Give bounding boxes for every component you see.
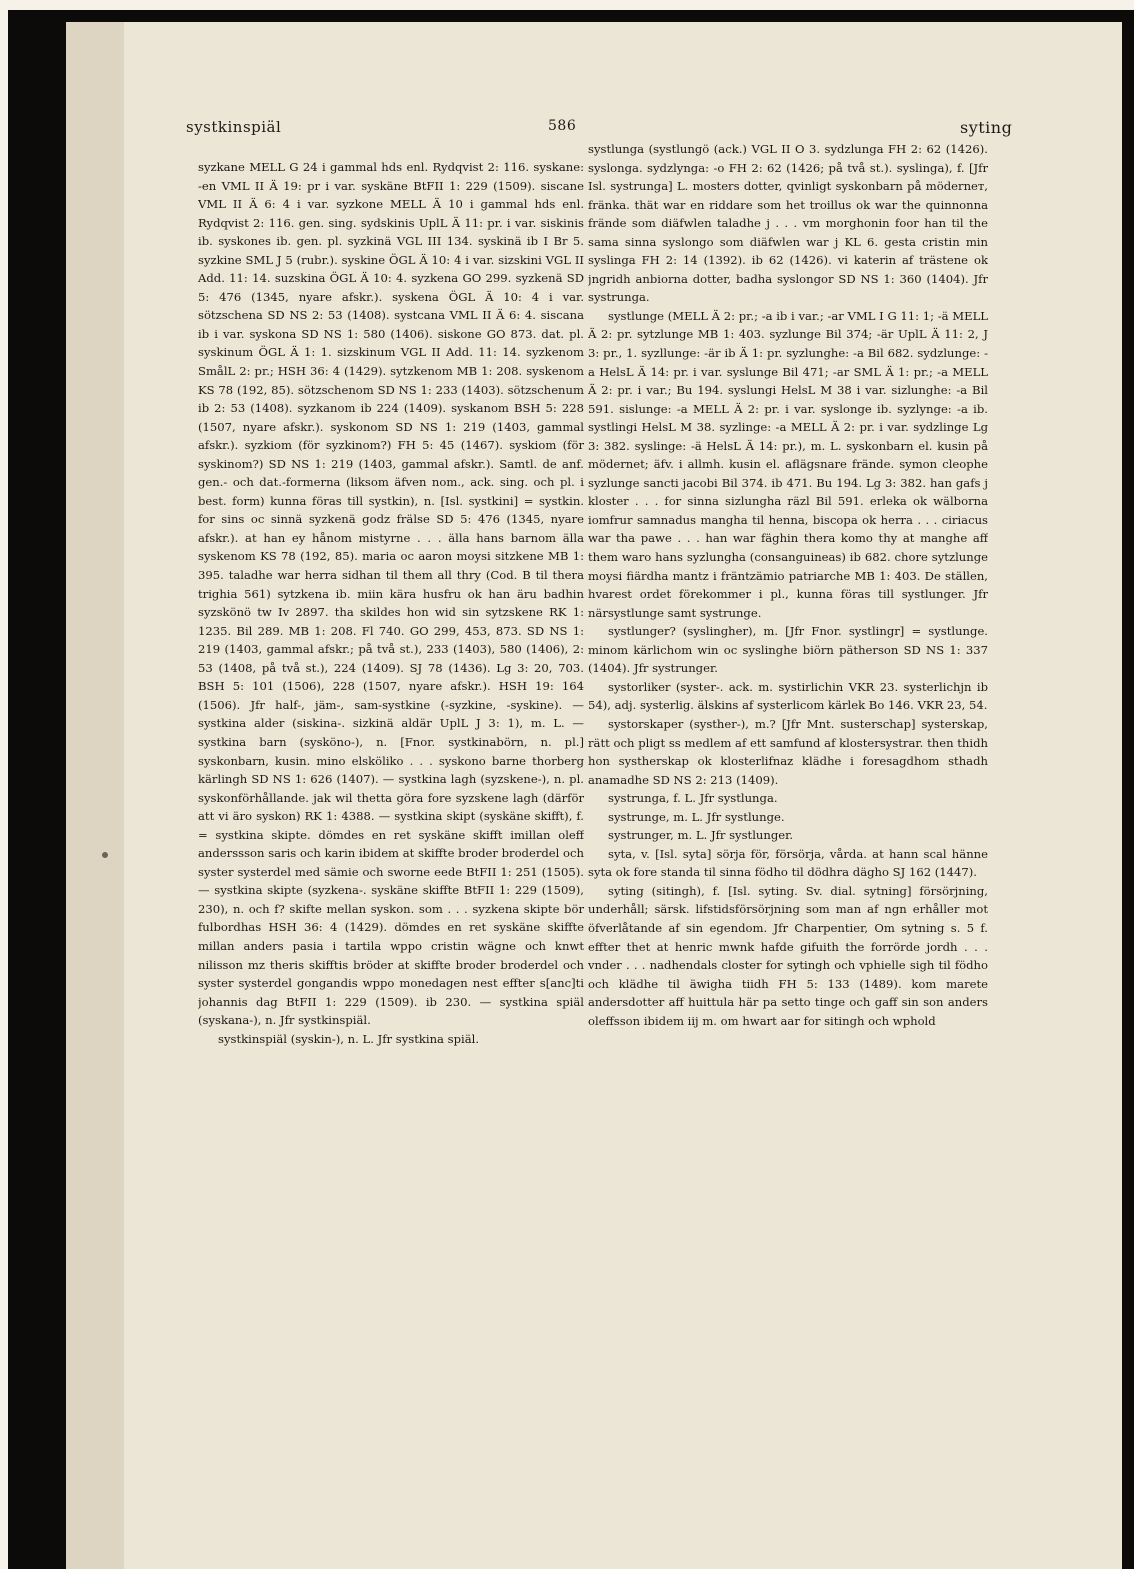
running-head-left: systkinspiäl [186,118,282,136]
entry-systkinspial: systkinspiäl (syskin-), n. L. Jfr systkina spiäl. [218,1031,480,1046]
left-column [198,158,584,1398]
entry-systlunger: systlunger? (syslingher), m. [Jfr Fnor. systlingr] = systlunge. minom kärlichom win oc syslinghe biörn pätherson SD NS 1: 337 (1404). Jfr systrunger. [588,624,988,676]
entry-systlunge: systlunge (MELL Ä 2: pr.; -a ib i var.; -ar VML I G 11: 1; -ä MELL Ä 2: pr. sytzlunge MB 1: 403. syzlunge Bil 374; -är UplL Ä 11: 2, J 3: pr., 1. syzllunge: -är ib Ä 1: pr. syzlunghe: -a Bil 682. sydzlunge: -a HelsL Ä 14: pr. i var. syslunge Bil 471; -ar SML Ä 1: pr.; -a MELL Ä 2: pr. i var.; Bu 194. syslungi HelsL M 38 i var. sizlunghe: -a Bil 591. sislunge: -a MELL Ä 2: pr. i var. syslonge ib. syzlynge: -a ib. systlingi HelsL M 38. syzlinge: -a MELL Ä 2: pr. i var. sydzlinge Lg 3: 382. syslinge: -ä HelsL Ä 14: pr.), m. L. syskonbarn el. kusin på mödernet; äfv. i allmh. kusin el. aflägsnare frände. symon cleophe syzlunge sancti jacobi Bil 374. ib 471. Bu 194. Lg 3: 382. han gafs j kloster . . . for sinna sizlungha räzl Bil 591. erleka ok wälborna iomfrur samnadus mangha til henna, biscopa ok herra . . . ciriacus war tha pawe . . . han war fäghin thera komo thy at manghe aff them waro hans syzlungha (consanguineas) ib 682. chore sytzlunge moysi fiärdha mantz i fräntzämio patriarche MB 1: 403. De ställen, hvarest ordet förekommer i pl., kunna föras till systlunger. Jfr närsystlunge samt systrunge. [588,308,988,620]
scan-top-border [0,0,1134,10]
entry-syta: syta, v. [Isl. syta] sörja för, försörja, vårda. at hann scal hänne syta ok fore standa til sinna födho til dödhra dägho SJ 162 (1447). [588,846,988,880]
entry-systrunga: systrunga, f. L. Jfr systlunga. [608,791,778,806]
page-number: 586 [548,118,577,134]
page-gutter [66,22,124,1569]
entry-systlunga: systlunga (systlungö (ack.) VGL II O 3. sydzlunga FH 2: 62 (1426). syslonga. sydzlynga: -o FH 2: 62 (1426; på två st.). syslinga), f. [Jfr Isl. systrunga] L. mosters dotter, qvinligt syskonbarn på möderneт, fränka. thät war en riddare som het troillus ok war the quinnonna frände som diäfwlen taladhe j . . . vm morghonin foor han til the sama sinna syslongo som diäfwlen war j KL 6. gesta cristin min syslinga FH 2: 14 (1392). ib 62 (1426). vi katerin af trästene ok jngridh anbiorna dotter, badha syslongor SD NS 1: 360 (1404). Jfr systrunga. [588,142,988,305]
entry-syskin-forms: syzkane MELL G 24 i gammal hds enl. Rydqvist 2: 116. syskane: -en VML II Ä 19: pr i var. syskäne BtFII 1: 229 (1509). siscane VML II Ä 6: 4 i var. syzkone MELL Ä 10 i gammal hds enl. Rydqvist 2: 116. gen. sing. sydskinis UplL Ä 11: pr. i var. siskinis ib. syskones ib. gen. pl. syzkinä VGL III 134. syskinä ib I Br 5. syzkine SML J 5 (rubr.). syskine ÖGL Ä 10: 4 i var. sizskini VGL II Add. 11: 14. suzskina ÖGL Ä 10: 4. syzkena GO 299. syzkenä SD 5: 476 (1345, nyare afskr.). syskena ÖGL Ä 10: 4 i var. sötzschena SD NS 2: 53 (1408). systcana VML II Ä 6: 4. siscana ib i var. syskona SD NS 1: 580 (1406). siskone GO 873. dat. pl. syskinum ÖGL Ä 1: 1. sizskinum VGL II Add. 11: 14. syzkenom SmålL 2: pr.; HSH 36: 4 (1429). sytzkenom MB 1: 208. syskenom KS 78 (192, 85). sötzschenom SD NS 1: 233 (1403). sötzschenum ib 2: 53 (1408). syzkanom ib 224 (1409). syskanom BSH 5: 228 (1507, nyare afskr.). syskonom SD NS 1: 219 (1403, gammal afskr.). syzkiom (för syzkinom?) FH 5: 45 (1467). syskiom (för syskinom?) SD NS 1: 219 (1403, gammal afskr.). Samtl. de anf. gen.- och dat.-formerna (liksom äfven nom., ack. sing. och pl. i best. form) kunna föras till systkin), n. [Isl. systkini] = systkin. for sins oc sinnä syzkenä godz frälse SD 5: 476 (1345, nyare afskr.). at han ey hånom mistyrne . . . älla hans barnom älla syskenom KS 78 (192, 85). maria oc aaron moysi sitzkene MB 1: 395. taladhe war herra sidhan til them all thry (Cod. B til thera trighia 561) sytzkena ib. miin kära husfru ok han äru badhin syzskönö tw Iv 2897. tha skildes hon wid sin sytzskene RK 1: 1235. Bil 289. MB 1: 208. Fl 740. GO 299, 453, 873. SD NS 1: 219 (1403, gammal afskr.; på två st.), 233 (1403), 580 (1406), 2: 53 (1408, på två st.), 224 (1409). SJ 78 (1436). Lg 3: 20, 703. BSH 5: 101 (1506), 228 (1507, nyare afskr.). HSH 19: 164 (1506). Jfr half-, jäm-, sam-systkine (-syzkine, -syskine). — systkina alder (siskina-. sizkinä aldär UplL J 3: 1), m. L. — systkina barn (sysköno-), n. [Fnor. systkinabörn, n. pl.] syskonbarn, kusin. mino elskölikо . . . syskono barne thorberg kärlingh SD NS 1: 626 (1407). — systkina lagh (syzskene-), n. pl. syskonförhållande. jak wil thetta göra fore syzskene lagh (därför att vi äro syskon) RK 1: 4388. — systkina skipt (syskäne skifft), f. = systkina skipte. dömdes en ret syskäne skifft imillan oleff anderssson saris och karin ibidem at skiffte broder broderdel och syster systerdel med sämie och sworne eede BtFII 1: 251 (1505). — systkina skipte (syzkena-. syskäne skiffte BtFII 1: 229 (1509), 230), n. och f? skifte mellan syskon. som . . . syzkena skipte bör fulbordhas HSH 36: 4 (1429). dömdes en ret syskäne skiffte millan anders pasia i tartila wppo cristin wägne och knwt nilisson mz theris skifftis bröder at skiffte broder broderdel och syster systerdel gongandis wppo monedagen nest effter s[anc]ti johannis dag BtFII 1: 229 (1509). ib 230. — systkina spiäl (syskana-), n. Jfr systkinspiäl. [198,160,584,1028]
entry-systrunge: systrunge, m. L. Jfr systlunge. [608,809,785,824]
entry-systorliker: systorliker (syster-. ack. m. systirlichin VKR 23. systerlichjn ib 54), adj. systerlig. älskins af systerlicom kärlek Bo 146. VKR 23, 54. [588,679,988,713]
margin-mark [102,852,108,858]
right-column [588,140,988,1380]
entry-systorskaper: systorskaper (systher-), m.? [Jfr Mnt. susterschap] systerskap, rätt och pligt ss medlem af ett samfund af klostersystrar. then thidh hon systherskap ok klosterlifnaz klädhe i foresagdhom sthadh anamadhe SD NS 2: 213 (1409). [588,716,988,787]
running-head-right: syting [960,118,1013,137]
entry-systrunger: systrunger, m. L. Jfr systlunger. [608,828,794,843]
scan-left-border [0,0,8,1569]
entry-syting: syting (sitingh), f. [Isl. syting. Sv. dial. sytning] försörjning, underhåll; särsk. lifstidsförsörjning som man af ngn erhåller mot öfverlåtande af sin egendom. Jfr Charpentier, Om sytning s. 5 f. effter thet at henric mwnk hafde gifuith the forrörde jordh . . . vnder . . . nadhendals closter for sytingh och vphielle sigh til födho och klädhe til äwigha tiidh FH 5: 133 (1489). kom marete andersdotter aff huittula här pa setto tinge och gaff sin son anders oleffsson ibidem iij m. om hwart aar for sitingh och wphold [588,883,988,1028]
